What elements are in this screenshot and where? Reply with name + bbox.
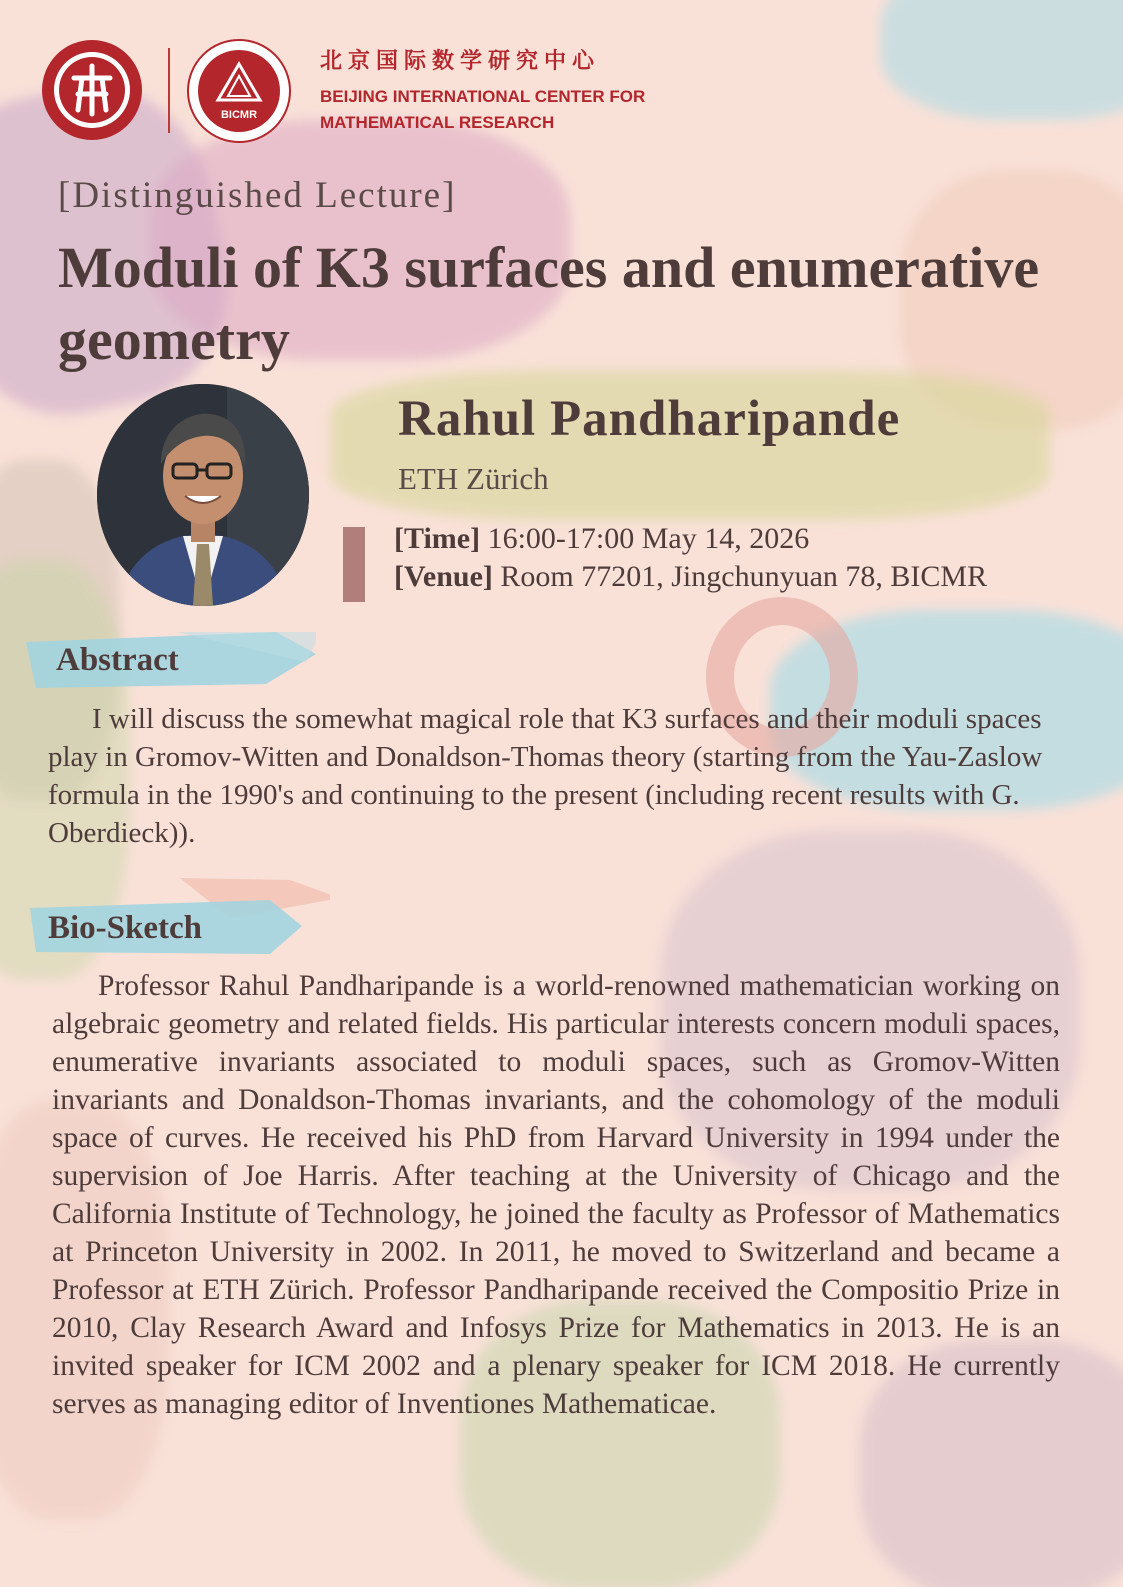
center-name-english-line2: MATHEMATICAL RESEARCH xyxy=(320,113,555,132)
logo-divider xyxy=(168,48,170,133)
lecture-title: Moduli of K3 surfaces and enumerative geometry xyxy=(58,235,1040,372)
center-name-chinese: 北京国际数学研究中心 xyxy=(320,49,601,74)
time-row xyxy=(394,520,987,558)
venue-row xyxy=(394,558,987,596)
lecture-category: [Distinguished Lecture] xyxy=(58,175,457,216)
bicmr-seal-icon xyxy=(186,38,292,144)
center-name-english-line1: BEIJING INTERNATIONAL CENTER FOR xyxy=(320,87,646,106)
lecture-details xyxy=(394,520,987,596)
peking-university-seal-icon xyxy=(40,38,144,142)
blue-wash-top xyxy=(880,0,1123,120)
bio-heading: Bio-Sketch xyxy=(48,910,203,946)
center-name-english xyxy=(320,84,645,136)
speaker-portrait xyxy=(97,384,309,606)
bio-text: Professor Rahul Pandharipande is a world-renowned mathematician working on algebraic geometry and related fields. His particular interests concern moduli spaces, enumerative invariants associated to moduli spaces, such as Gromov-Witten invariants and Donaldson-Thomas invariants, and the cohomology of the moduli space of curves. He received his PhD from Harvard University in 1994 under the supervision of Joe Harris. After teaching at the University of Chicago and the California Institute of Technology, he joined the faculty as Professor of Mathematics at Princeton University in 2002. In 2011, he moved to Switzerland and became a Professor at ETH Zürich. Professor Pandharipande received the Compositio Prize in 2010, Clay Research Award and Infosys Prize for Mathematics in 2013. He is an invited speaker for ICM 2002 and a plenary speaker for ICM 2018. He currently serves as managing editor of Inventiones Mathematicae. xyxy=(52,970,1060,1420)
time-label: [Time] xyxy=(394,522,481,555)
abstract-text: I will discuss the somewhat magical role that K3 surfaces and their moduli spaces play in Gromov-Witten and Donaldson-Thomas theory (starting from the Yau-Zaslow formula in the 1990's and continuing to the present (including recent results with G. Oberdieck)). xyxy=(48,703,1043,849)
speaker-affiliation: ETH Zürich xyxy=(398,461,549,496)
venue-value: Room 77201, Jingchunyuan 78, BICMR xyxy=(492,560,988,593)
info-accent-bar xyxy=(343,527,365,602)
header xyxy=(38,36,658,146)
speaker-name: Rahul Pandharipande xyxy=(398,391,901,447)
svg-text:BICMR: BICMR xyxy=(220,109,258,121)
venue-label: [Venue] xyxy=(394,560,493,593)
abstract-heading: Abstract xyxy=(56,642,179,678)
time-value: 16:00-17:00 May 14, 2026 xyxy=(480,522,810,555)
speaker-photo xyxy=(97,384,309,606)
